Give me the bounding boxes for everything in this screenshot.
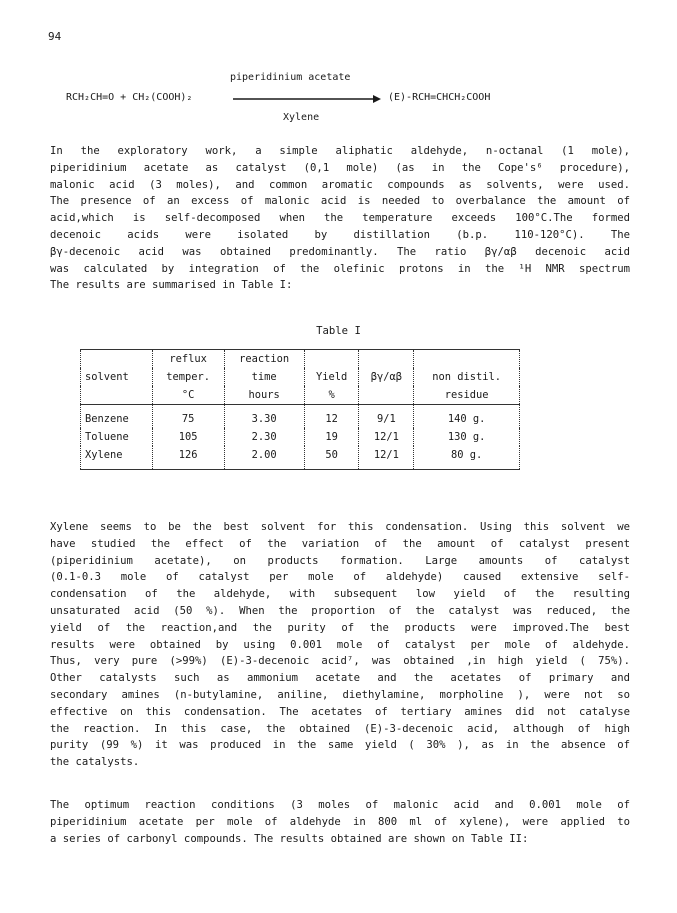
paragraph-optimum-conditions bbox=[50, 797, 630, 847]
reaction-scheme bbox=[0, 70, 677, 125]
table-cell: Xylene bbox=[81, 446, 153, 470]
table-header-cell: βγ/αβ bbox=[359, 368, 414, 386]
text-line: unsaturated acid (50 %). When the proportion of the catalyst was reduced, the bbox=[50, 604, 630, 617]
paragraph-solvent-discussion bbox=[50, 519, 630, 771]
text-line: The presence of an excess of malonic acid is needed to overbalance the amount of bbox=[50, 195, 630, 208]
table-header-cell: Yield bbox=[304, 368, 359, 386]
table-header-row bbox=[81, 350, 520, 369]
text-line: The results are summarised in Table I: bbox=[50, 279, 293, 292]
text-line: the reaction. In this case, the obtained (E)-3-decenoic acid, although of high bbox=[50, 722, 630, 735]
table-cell: Toluene bbox=[81, 428, 153, 446]
text-line: acid,which is self-decomposed when the temperature exceeds 100°C.The formed bbox=[50, 212, 630, 225]
text-line: malonic acid (3 moles), and common aromatic compounds as solvents, were used. bbox=[50, 178, 630, 191]
text-line: have studied the effect of the variation of the amount of catalyst present bbox=[50, 537, 630, 550]
text-line: condensation of the aldehyde, with subsequent low yield of the resulting bbox=[50, 588, 630, 601]
table-cell: Benzene bbox=[81, 405, 153, 429]
reaction-arrow-icon bbox=[233, 94, 381, 104]
table-cell: 140 g. bbox=[414, 405, 520, 429]
table-header-cell bbox=[414, 350, 520, 369]
text-line: βγ-decenoic acid was obtained predominantly. The ratio βγ/αβ decenoic acid bbox=[50, 245, 630, 258]
table-cell: 12/1 bbox=[359, 446, 414, 470]
table-cell: 105 bbox=[152, 428, 224, 446]
table-cell: 50 bbox=[304, 446, 359, 470]
text-line: Other catalysts such as ammonium acetate and the acetates of primary and bbox=[50, 672, 630, 685]
table-header-cell: % bbox=[304, 386, 359, 405]
table-cell: 75 bbox=[152, 405, 224, 429]
text-line: secondary amines (n-butylamine, aniline, diethylamine, morpholine ), were not so bbox=[50, 688, 630, 701]
table-header-row bbox=[81, 368, 520, 386]
text-line: decenoic acids were isolated by distillation (b.p. 110-120°C). The bbox=[50, 228, 630, 241]
text-line: (piperidinium acetate), on products formation. Large amounts of catalyst bbox=[50, 554, 630, 567]
text-line: a series of carbonyl compounds. The results obtained are shown on Table II: bbox=[50, 832, 529, 845]
text-line: Thus, very pure (>99%) (E)-3-decenoic acid⁷, was obtained ,in high yield ( 75%). bbox=[50, 655, 630, 668]
table-header-cell: solvent bbox=[81, 368, 153, 386]
table-header-cell: residue bbox=[414, 386, 520, 405]
results-table bbox=[80, 349, 520, 470]
page-number: 94 bbox=[48, 30, 62, 43]
text-line: effective on this condensation. The acetates of tertiary amines did not catalyse bbox=[50, 705, 630, 718]
text-line: purity (99 %) it was produced in the same yield ( 30% ), as in the absence of bbox=[50, 739, 630, 752]
paragraph-exploratory-work bbox=[50, 143, 630, 294]
table-cell: 126 bbox=[152, 446, 224, 470]
table-header-cell: time bbox=[224, 368, 304, 386]
table-cell: 12 bbox=[304, 405, 359, 429]
table-header-cell: °C bbox=[152, 386, 224, 405]
text-line: results were obtained by using 0.001 mole of catalyst per mole of aldehyde. bbox=[50, 638, 630, 651]
table-header-cell bbox=[304, 350, 359, 369]
text-line: (0.1-0.3 mole of catalyst per mole of aldehyde) caused extensive self- bbox=[50, 571, 630, 584]
table-header-row bbox=[81, 386, 520, 405]
scheme-catalyst: piperidinium acetate bbox=[230, 72, 351, 83]
table-header-cell: reaction bbox=[224, 350, 304, 369]
table-header-cell bbox=[359, 350, 414, 369]
table-caption: Table I bbox=[316, 325, 361, 337]
table-cell: 12/1 bbox=[359, 428, 414, 446]
table-header-cell bbox=[359, 386, 414, 405]
table-header-cell: non distil. bbox=[414, 368, 520, 386]
table-row bbox=[81, 428, 520, 446]
text-line: piperidinium acetate per mole of aldehyde in 800 ml of xylene), were applied to bbox=[50, 815, 630, 828]
table-cell: 2.00 bbox=[224, 446, 304, 470]
table-cell: 9/1 bbox=[359, 405, 414, 429]
table-row bbox=[81, 446, 520, 470]
scheme-solvent: Xylene bbox=[283, 112, 320, 123]
table-cell: 3.30 bbox=[224, 405, 304, 429]
scheme-product: (E)-RCH=CHCH₂COOH bbox=[388, 92, 491, 103]
table-header-cell: hours bbox=[224, 386, 304, 405]
table-cell: 2.30 bbox=[224, 428, 304, 446]
text-line: yield of the reaction,and the purity of the products were improved.The best bbox=[50, 621, 630, 634]
table-cell: 130 g. bbox=[414, 428, 520, 446]
text-line: Xylene seems to be the best solvent for this condensation. Using this solvent we bbox=[50, 521, 630, 533]
text-line: was calculated by integration of the olefinic protons in the ¹H NMR spectrum bbox=[50, 262, 630, 275]
table-header-cell: reflux bbox=[152, 350, 224, 369]
text-line: The optimum reaction conditions (3 moles of malonic acid and 0.001 mole of bbox=[50, 799, 630, 811]
table-cell: 80 g. bbox=[414, 446, 520, 470]
table-header-cell: temper. bbox=[152, 368, 224, 386]
text-line: the catalysts. bbox=[50, 756, 140, 769]
text-line: piperidinium acetate as catalyst (0,1 mole) (as in the Cope's⁶ procedure), bbox=[50, 161, 630, 174]
table-cell: 19 bbox=[304, 428, 359, 446]
scheme-reactants: RCH₂CH=O + CH₂(COOH)₂ bbox=[66, 92, 193, 103]
text-line: In the exploratory work, a simple aliphatic aldehyde, n-octanal (1 mole), bbox=[50, 145, 630, 157]
table-header-cell bbox=[81, 350, 153, 369]
table-row bbox=[81, 405, 520, 429]
table-header-cell bbox=[81, 386, 153, 405]
